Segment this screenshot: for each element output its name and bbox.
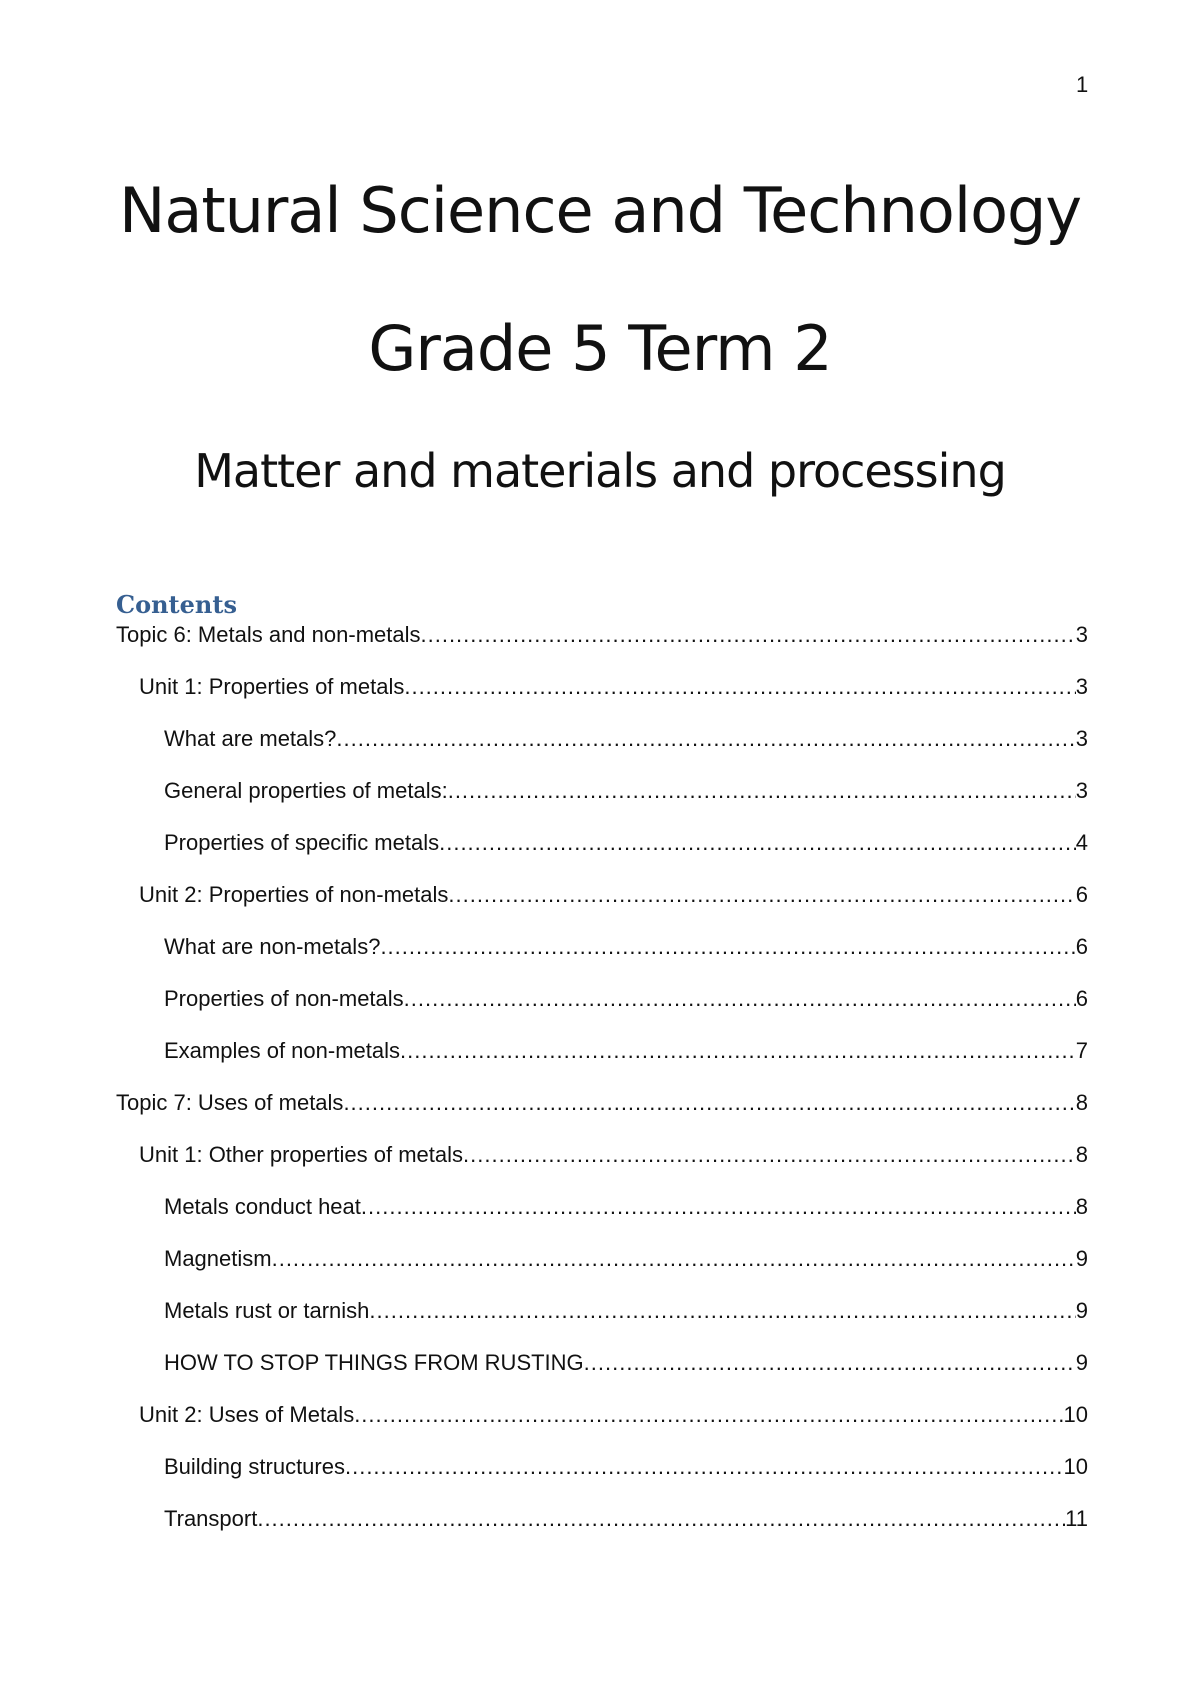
toc-entry-page-number[interactable]: 3 bbox=[1075, 674, 1088, 699]
toc-entry-page-number[interactable]: 11 bbox=[1065, 1506, 1088, 1531]
toc-entry-label[interactable]: Properties of non-metals bbox=[164, 986, 404, 1011]
document-subtitle-topic: Matter and materials and processing bbox=[194, 444, 1006, 498]
toc-entry-label[interactable]: Magnetism bbox=[164, 1246, 272, 1271]
toc-entry[interactable] bbox=[116, 622, 1088, 674]
toc-entry[interactable] bbox=[116, 882, 1088, 934]
toc-entry-label[interactable]: Transport bbox=[164, 1506, 258, 1531]
toc-entry[interactable] bbox=[116, 778, 1088, 830]
toc-entry[interactable] bbox=[116, 986, 1088, 1038]
toc-dot-leader bbox=[257, 1506, 1065, 1532]
document-subtitle-grade-term: Grade 5 Term 2 bbox=[368, 312, 832, 385]
contents-heading: Contents bbox=[116, 590, 237, 619]
toc-entry[interactable] bbox=[116, 934, 1088, 986]
toc-entry-label[interactable]: Unit 2: Uses of Metals bbox=[139, 1402, 355, 1427]
toc-entry-label[interactable]: What are non-metals? bbox=[164, 934, 381, 959]
toc-entry-label[interactable]: Properties of specific metals bbox=[164, 830, 440, 855]
toc-dot-leader bbox=[584, 1350, 1076, 1376]
toc-entry-page-number[interactable]: 8 bbox=[1075, 1142, 1088, 1167]
toc-dot-leader bbox=[439, 830, 1076, 856]
toc-entry-page-number[interactable]: 6 bbox=[1075, 882, 1088, 907]
toc-entry-page-number[interactable]: 3 bbox=[1075, 778, 1088, 803]
toc-entry[interactable] bbox=[116, 1298, 1088, 1350]
toc-entry-page-number[interactable]: 3 bbox=[1075, 622, 1088, 647]
toc-dot-leader bbox=[380, 934, 1075, 960]
toc-entry[interactable] bbox=[116, 1142, 1088, 1194]
toc-entry[interactable] bbox=[116, 1246, 1088, 1298]
toc-dot-leader bbox=[463, 1142, 1076, 1168]
table-of-contents bbox=[116, 622, 1088, 1558]
document-title: Natural Science and Technology bbox=[118, 174, 1082, 247]
toc-entry-page-number[interactable]: 8 bbox=[1075, 1090, 1088, 1115]
toc-dot-leader bbox=[343, 1090, 1075, 1116]
toc-entry-label[interactable]: Topic 7: Uses of metals bbox=[116, 1090, 344, 1115]
toc-entry-page-number[interactable]: 10 bbox=[1063, 1454, 1088, 1479]
toc-entry-label[interactable]: Unit 1: Properties of metals bbox=[139, 674, 405, 699]
toc-entry[interactable] bbox=[116, 674, 1088, 726]
toc-entry-label[interactable]: Examples of non-metals bbox=[164, 1038, 400, 1063]
toc-entry-page-number[interactable]: 4 bbox=[1075, 830, 1088, 855]
page-number: 1 bbox=[1076, 72, 1089, 97]
toc-entry-label[interactable]: General properties of metals: bbox=[164, 778, 448, 803]
toc-dot-leader bbox=[448, 778, 1076, 804]
toc-dot-leader bbox=[404, 986, 1076, 1012]
toc-dot-leader bbox=[448, 882, 1075, 908]
toc-entry[interactable] bbox=[116, 1454, 1088, 1506]
toc-entry-label[interactable]: HOW TO STOP THINGS FROM RUSTING bbox=[164, 1350, 584, 1375]
toc-entry-label[interactable]: Unit 1: Other properties of metals bbox=[139, 1142, 464, 1167]
toc-dot-leader bbox=[345, 1454, 1064, 1480]
toc-entry-page-number[interactable]: 6 bbox=[1075, 986, 1088, 1011]
toc-entry-page-number[interactable]: 10 bbox=[1063, 1402, 1088, 1427]
toc-entry-label[interactable]: Unit 2: Properties of non-metals bbox=[139, 882, 449, 907]
toc-entry-page-number[interactable]: 9 bbox=[1075, 1350, 1088, 1375]
toc-entry-label[interactable]: What are metals? bbox=[164, 726, 337, 751]
toc-entry-page-number[interactable]: 9 bbox=[1075, 1298, 1088, 1323]
toc-entry[interactable] bbox=[116, 1194, 1088, 1246]
toc-entry-label[interactable]: Topic 6: Metals and non-metals bbox=[116, 622, 421, 647]
toc-entry-page-number[interactable]: 8 bbox=[1075, 1194, 1088, 1219]
toc-dot-leader bbox=[400, 1038, 1076, 1064]
toc-entry-label[interactable]: Metals conduct heat bbox=[164, 1194, 361, 1219]
toc-dot-leader bbox=[369, 1298, 1075, 1324]
toc-dot-leader bbox=[336, 726, 1075, 752]
toc-entry[interactable] bbox=[116, 830, 1088, 882]
toc-dot-leader bbox=[421, 622, 1076, 648]
toc-entry[interactable] bbox=[116, 1506, 1088, 1558]
toc-entry-label[interactable]: Building structures bbox=[164, 1454, 345, 1479]
toc-dot-leader bbox=[272, 1246, 1076, 1272]
toc-dot-leader bbox=[361, 1194, 1076, 1220]
toc-entry[interactable] bbox=[116, 1090, 1088, 1142]
toc-entry-page-number[interactable]: 3 bbox=[1075, 726, 1088, 751]
toc-entry-page-number[interactable]: 6 bbox=[1075, 934, 1088, 959]
toc-dot-leader bbox=[404, 674, 1075, 700]
toc-dot-leader bbox=[354, 1402, 1063, 1428]
toc-entry[interactable] bbox=[116, 726, 1088, 778]
toc-entry[interactable] bbox=[116, 1402, 1088, 1454]
toc-entry-page-number[interactable]: 9 bbox=[1075, 1246, 1088, 1271]
toc-entry[interactable] bbox=[116, 1350, 1088, 1402]
toc-entry[interactable] bbox=[116, 1038, 1088, 1090]
toc-entry-page-number[interactable]: 7 bbox=[1075, 1038, 1088, 1063]
toc-entry-label[interactable]: Metals rust or tarnish bbox=[164, 1298, 370, 1323]
